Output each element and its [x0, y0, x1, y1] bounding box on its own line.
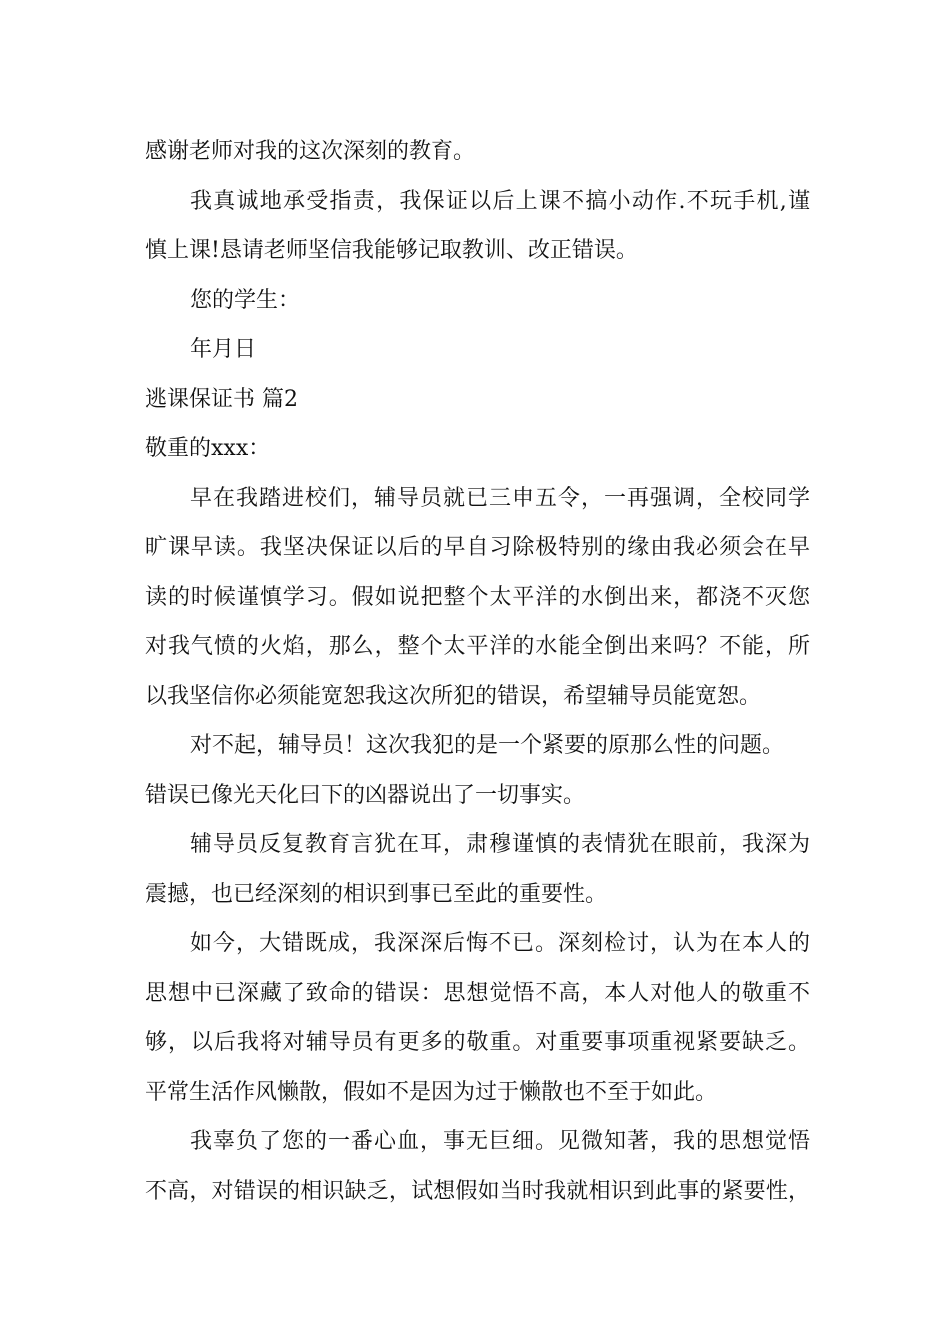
text-line: 对我气愤的火焰，那么，整个太平洋的水能全倒出来吗？不能，所 — [145, 634, 810, 659]
text-line: 慎上课!恳请老师坚信我能够记取教训、改正错误。 — [145, 238, 638, 263]
paragraph-first-line: 如今，大错既成，我深深后悔不已。深刻检讨，认为在本人的 — [190, 931, 810, 956]
signature-line: 您的学生： — [190, 287, 301, 313]
text-line: 旷课早读。我坚决保证以后的早自习除极特别的缘由我必须会在早 — [145, 535, 810, 560]
text-line: 震撼，也已经深刻的相识到事已至此的重要性。 — [145, 881, 608, 907]
paragraph-first-line: 我辜负了您的一番心血，事无巨细。见微知著，我的思想觉悟 — [190, 1129, 810, 1154]
section-heading: 逃课保证书 篇2 — [145, 386, 298, 412]
paragraph-first-line: 辅导员反复教育言犹在耳，肃穆谨慎的表情犹在眼前，我深为 — [190, 832, 810, 857]
document-body — [145, 131, 810, 1220]
paragraph-first-line: 对不起，辅导员！这次我犯的是一个紧要的原那么性的问题。 — [190, 733, 785, 758]
salutation: 敬重的xxx： — [145, 436, 271, 461]
text-line: 以我坚信你必须能宽恕我这次所犯的错误，希望辅导员能宽恕。 — [145, 683, 762, 709]
text-line: 错误已像光天化曰下的凶器说出了一切事实。 — [145, 782, 586, 808]
text-line: 读的时候谨慎学习。假如说把整个太平洋的水倒出来，都浇不灭您 — [145, 584, 810, 610]
paragraph-first-line: 我真诚地承受指责，我保证以后上课不搞小动作.不玩手机,谨 — [190, 188, 810, 214]
date-line: 年月日 — [190, 337, 257, 362]
text-line: 感谢老师对我的这次深刻的教育。 — [145, 139, 476, 164]
text-line: 思想中已深藏了致命的错误：思想觉悟不高，本人对他人的敬重不 — [145, 980, 810, 1006]
text-line: 够，以后我将对辅导员有更多的敬重。对重要事项重视紧要缺乏。 — [145, 1030, 810, 1055]
text-line: 不高，对错误的相识缺乏，试想假如当时我就相识到此事的紧要性， — [145, 1178, 810, 1204]
text-line: 平常生活作风懒散，假如不是因为过于懒散也不至于如此。 — [145, 1079, 718, 1105]
paragraph-first-line: 早在我踏进校们，辅导员就已三申五令，一再强调，全校同学 — [190, 485, 810, 511]
